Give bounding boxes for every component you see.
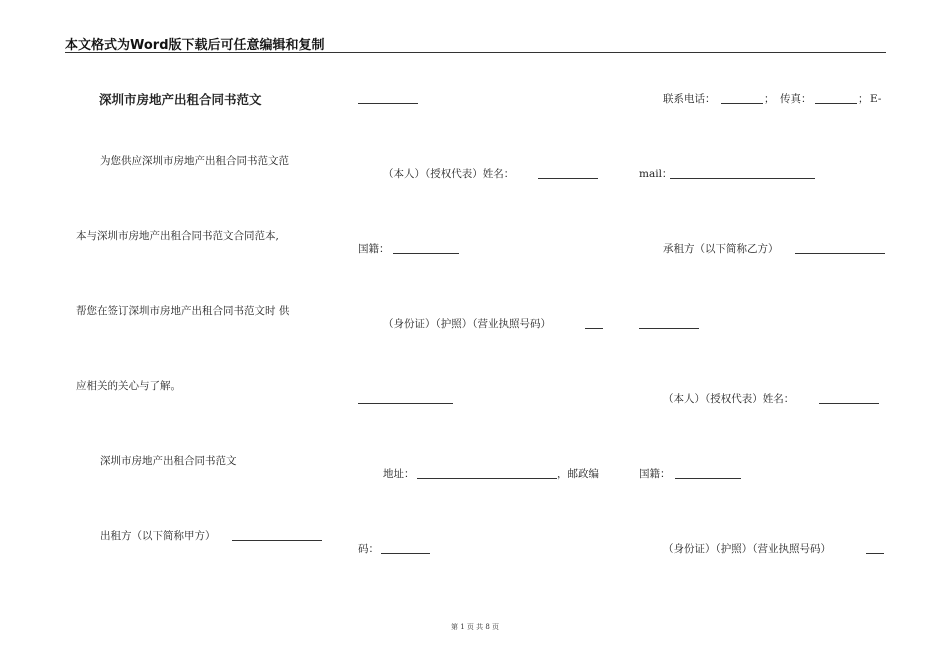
header-divider: [65, 52, 886, 53]
lessor-rep-name-blank: [538, 178, 598, 179]
lessee-id-label: （身份证）（护照）（营业执照号码）: [663, 543, 831, 555]
lessor-nationality-blank: [393, 253, 459, 254]
email-prefix: E-: [870, 93, 882, 105]
lessor-name-blank: [232, 540, 322, 541]
intro-line-1: 为您供应深圳市房地产出租合同书范文范: [100, 155, 289, 167]
lessee-rep-name-label: （本人）（授权代表）姓名：: [663, 393, 795, 405]
email-label: mail：: [639, 168, 673, 180]
document-title: 深圳市房地产出租合同书范文: [99, 92, 262, 107]
lessor-rep-name-label: （本人）（授权代表）姓名：: [383, 168, 515, 180]
lessee-id-blank: [866, 553, 884, 554]
contact-sep-2: ；: [858, 93, 869, 105]
lessor-postal-label-cont: 码：: [358, 543, 379, 555]
lessee-nationality-label: 国籍：: [639, 468, 671, 480]
fax-label: 传真：: [780, 93, 812, 105]
contact-phone-label: 联系电话：: [663, 93, 716, 105]
lessee-name-blank: [795, 253, 885, 254]
document-header-banner: 本文格式为Word版下载后可任意编辑和复制: [65, 38, 325, 53]
email-blank: [670, 178, 815, 179]
lessor-label: 出租方（以下简称甲方）: [100, 530, 216, 542]
contact-sep-1: ；: [764, 93, 775, 105]
lessor-id-label: （身份证）（护照）（营业执照号码）: [383, 318, 551, 330]
lessor-address-label: 地址：: [383, 468, 415, 480]
page-footer: 第 1 页 共 8 页: [450, 623, 500, 631]
contract-subtitle: 深圳市房地产出租合同书范文: [100, 455, 237, 467]
lessor-id-blank-cont: [358, 403, 453, 404]
intro-line-4: 应相关的关心与了解。: [76, 380, 181, 392]
lessee-rep-name-blank: [819, 403, 879, 404]
col3-lessor-id-blank-cont: [639, 328, 699, 329]
contact-phone-blank: [721, 103, 763, 104]
lessor-postal-label: ，邮政编: [557, 468, 599, 480]
lessee-nationality-blank: [675, 478, 741, 479]
lessor-postal-blank: [381, 553, 430, 554]
lessor-id-blank: [585, 328, 603, 329]
lessor-nationality-label: 国籍：: [358, 243, 390, 255]
intro-line-3: 帮您在签订深圳市房地产出租合同书范文时 供: [76, 305, 290, 317]
intro-line-2: 本与深圳市房地产出租合同书范文合同范本,: [76, 230, 279, 242]
lessor-address-blank: [417, 478, 557, 479]
lessee-label: 承租方（以下简称乙方）: [663, 243, 779, 255]
fax-blank: [815, 103, 857, 104]
col2-top-blank: [358, 103, 418, 104]
